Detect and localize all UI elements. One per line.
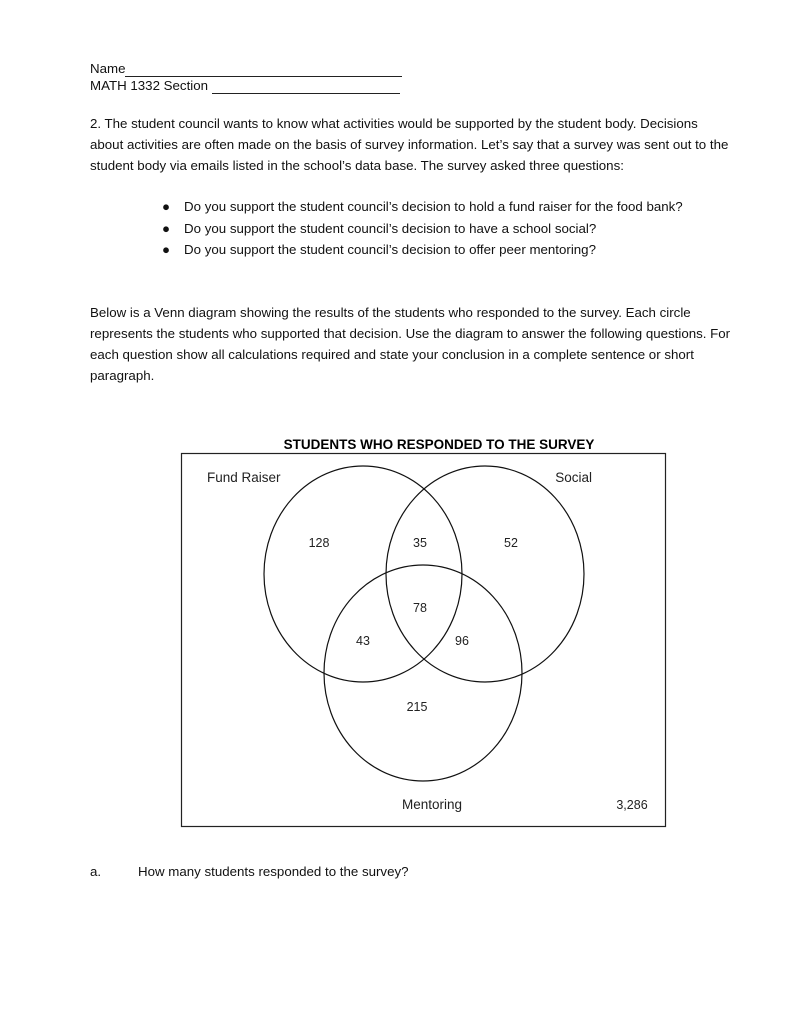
region-mentoring-only: 215 xyxy=(406,700,428,714)
bullet-icon: ● xyxy=(162,199,171,214)
region-all-three: 78 xyxy=(413,601,427,615)
section-label: MATH 1332 Section xyxy=(90,78,209,93)
question-a-label: a. xyxy=(90,864,102,879)
bullet-icon: ● xyxy=(162,242,171,257)
region-social-only: 52 xyxy=(504,536,518,550)
region-fund-only: 128 xyxy=(308,536,330,550)
bullet-icon: ● xyxy=(162,220,171,236)
social-circle xyxy=(386,466,584,682)
problem-description: Below is a Venn diagram showing the results of the students who responded to the survey. Each circle represents the students who supported that decision. Use the diagram to answer the following questions. For each question show all calculations required and state your conclusion in a complete sentence or short paragraph. xyxy=(90,305,731,383)
region-none: 3,286 xyxy=(616,798,648,812)
question-text: Do you support the student council’s decision to offer peer mentoring? xyxy=(184,242,596,257)
set-label-fund-raiser: Fund Raiser xyxy=(207,470,281,485)
problem-intro: 2. The student council wants to know what activities would be supported by the student body. Decisions about activities are often made on the basis of survey information. Let’s say that a survey was sent out to the student body via emails listed in the school’s data base. The survey asked three questions: xyxy=(90,116,729,173)
fund-raiser-circle xyxy=(264,466,462,682)
set-label-social: Social xyxy=(555,470,592,485)
region-social-mentoring: 96 xyxy=(455,634,469,648)
mentoring-circle xyxy=(324,565,522,781)
question-text: Do you support the student council’s decision to hold a fund raiser for the food bank? xyxy=(184,199,683,214)
question-a-text: How many students responded to the survey? xyxy=(138,864,409,879)
name-label: Name xyxy=(90,61,126,76)
region-fund-mentoring: 43 xyxy=(356,634,370,648)
set-label-mentoring: Mentoring xyxy=(401,797,463,812)
universal-set-box xyxy=(182,454,666,827)
region-fund-social: 35 xyxy=(413,536,427,550)
question-text: Do you support the student council’s decision to have a school social? xyxy=(184,220,597,236)
venn-title: STUDENTS WHO RESPONDED TO THE SURVEY xyxy=(283,437,595,452)
